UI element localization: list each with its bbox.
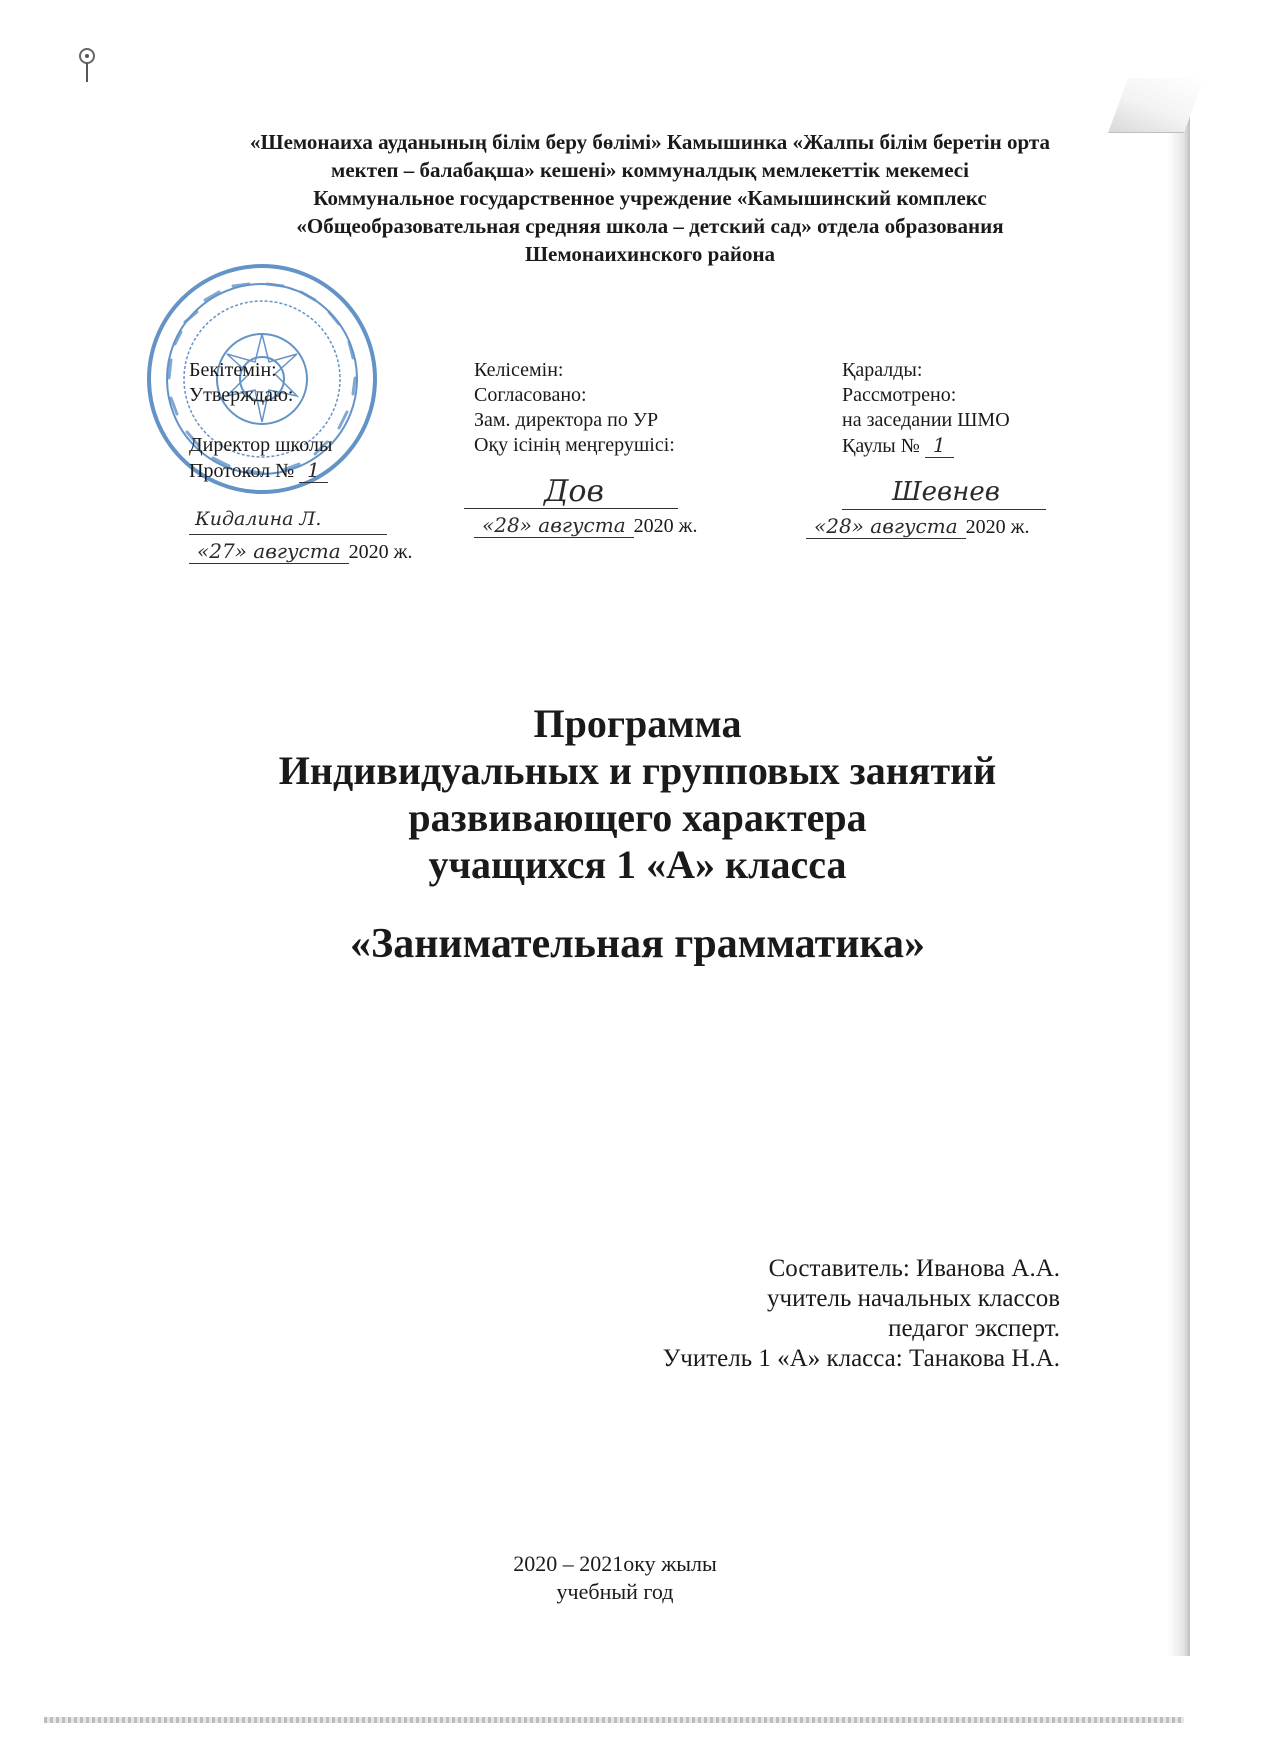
review-ru-label: Рассмотрено: <box>842 384 957 406</box>
record-number: 1 <box>925 433 954 458</box>
organization-header <box>150 128 1150 268</box>
year-ru: учебный год <box>556 1579 674 1604</box>
header-line: Коммунальное государственное учреждение «Камышинский комплекс <box>313 186 987 210</box>
signature-line <box>189 484 387 535</box>
staple-icon <box>72 46 102 86</box>
author-line: Учитель 1 «А» класса: Танакова Н.А. <box>662 1345 1060 1372</box>
deputy-role-ru: Зам. директора по УР <box>474 409 659 431</box>
approve-ru-label: Утверждаю: <box>189 384 294 406</box>
record-line <box>842 433 1046 459</box>
deputy-role-kz: Оқу ісінің меңгерушісі: <box>474 434 675 456</box>
approve-kz-label: Бекітемін: <box>189 359 277 381</box>
year-kz: 2020 – 2021оку жылы <box>513 1551 717 1576</box>
signature-line <box>842 459 1046 510</box>
review-date <box>806 514 1046 540</box>
title-line: развивающего характера <box>408 795 867 840</box>
date-handwritten: «27» августа <box>189 539 349 564</box>
date-year: 2020 ж. <box>965 516 1030 538</box>
author-line: учитель начальных классов <box>767 1285 1060 1312</box>
protocol-number: 1 <box>299 458 328 483</box>
date-handwritten: «28» августа <box>474 513 634 538</box>
title-line: Индивидуальных и групповых занятий <box>278 748 997 793</box>
record-label: Қаулы № <box>842 435 920 457</box>
author-line: Составитель: Иванова А.А. <box>768 1255 1060 1282</box>
protocol-label: Протокол № <box>189 460 295 482</box>
signature: Кидалина Л. <box>195 508 322 530</box>
signature: Шевнев <box>892 477 1000 507</box>
program-subject: «Занимательная грамматика» <box>350 921 925 967</box>
header-line: «Шемонаиха ауданының білім беру бөлімі» Камышинка «Жалпы білім беретін орта <box>250 130 1050 154</box>
review-block <box>814 358 1046 540</box>
approval-date <box>189 539 412 565</box>
approval-block <box>189 358 412 565</box>
header-line: Шемонаихинского района <box>524 242 776 266</box>
signature: Дов <box>544 474 604 509</box>
title-line: Программа <box>533 701 742 746</box>
agree-kz-label: Келісемін: <box>474 359 564 381</box>
author-block <box>500 1254 1060 1374</box>
director-role: Директор школы <box>189 434 333 456</box>
academic-year <box>0 1550 1230 1606</box>
date-handwritten: «28» августа <box>806 514 966 539</box>
author-line: педагог эксперт. <box>888 1315 1060 1342</box>
agree-ru-label: Согласовано: <box>474 384 587 406</box>
agreement-date <box>474 513 697 539</box>
header-line: мектеп – балабақша» кешені» коммуналдық мемлекеттік мекемесі <box>331 158 969 182</box>
header-line: «Общеобразовательная средняя школа – детский сад» отдела образования <box>296 214 1004 238</box>
date-year: 2020 ж. <box>348 541 413 563</box>
program-title <box>0 700 1275 888</box>
signature-line <box>464 458 678 509</box>
protocol-line <box>189 458 412 484</box>
title-line: учащихся 1 «А» класса <box>428 842 847 887</box>
meeting-label: на заседании ШМО <box>842 409 1010 431</box>
agreement-block <box>474 358 697 539</box>
date-year: 2020 ж. <box>633 515 698 537</box>
review-kz-label: Қаралды: <box>842 359 923 381</box>
scan-shadow-bottom <box>44 1717 1184 1723</box>
